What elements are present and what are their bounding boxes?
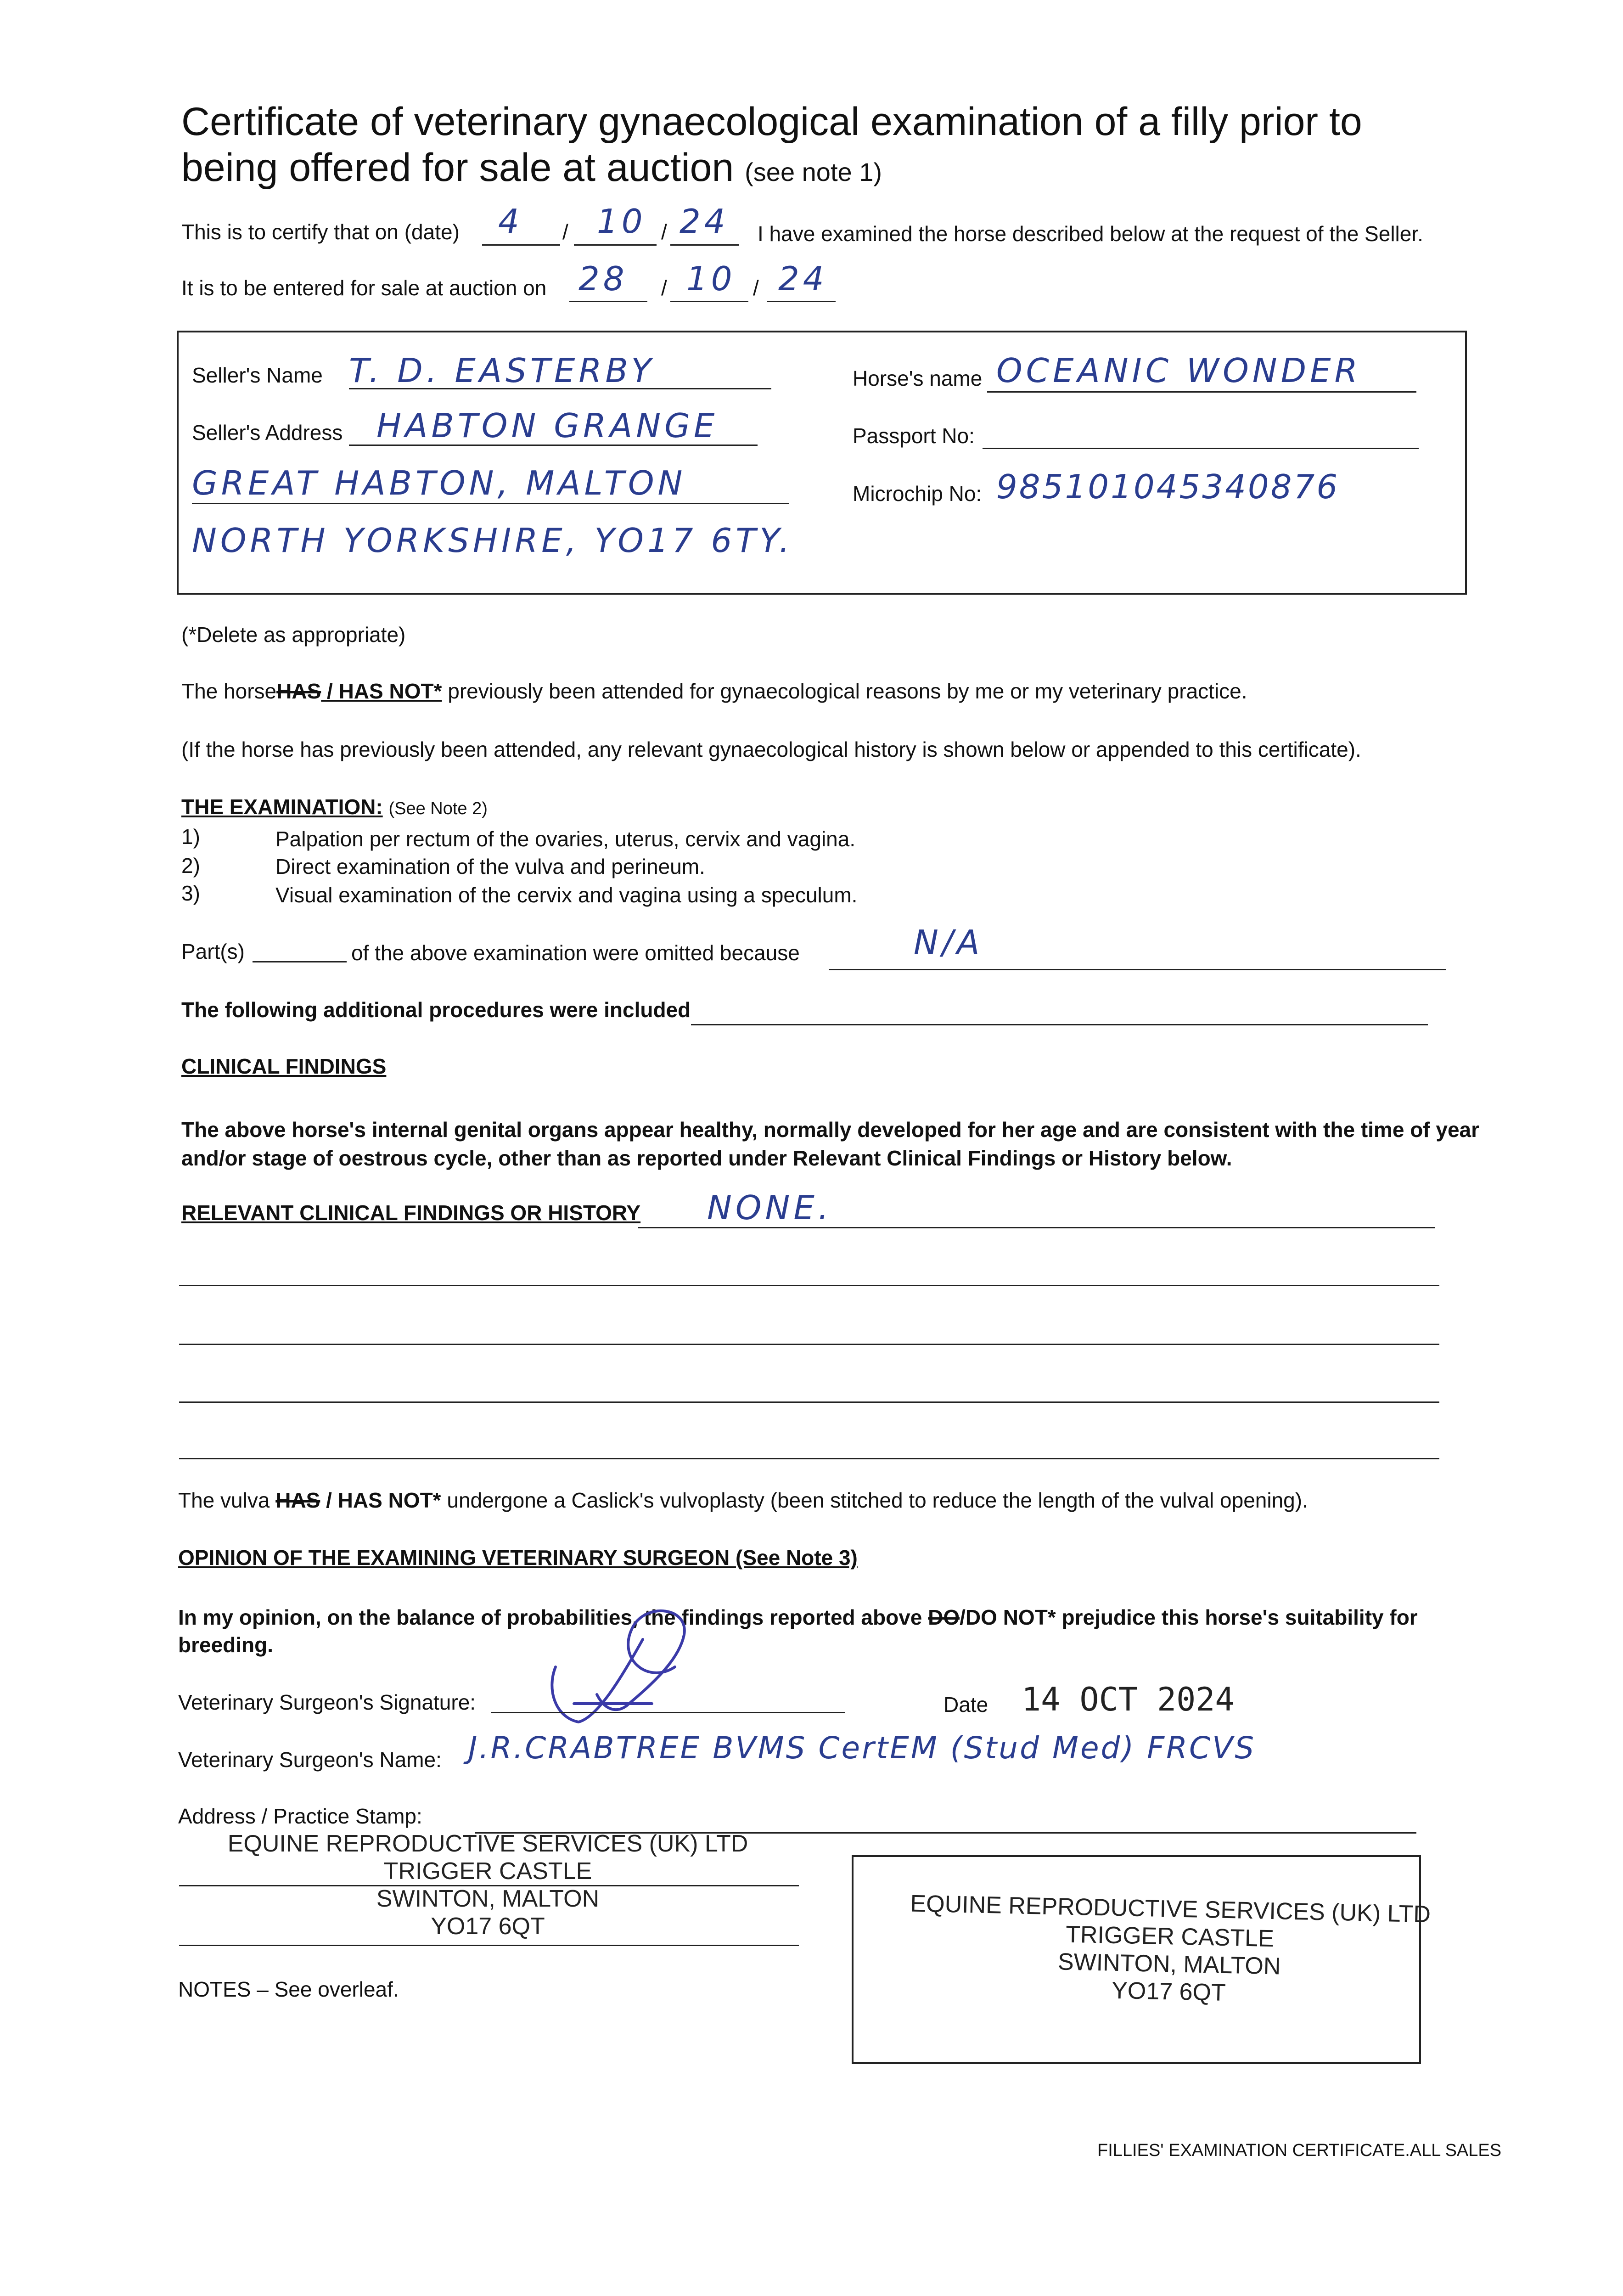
- attended-prefix: The horse: [181, 679, 277, 703]
- examination-heading: [181, 794, 488, 819]
- horse-name-label: Horse's name: [853, 366, 983, 390]
- certify-prefix: This is to certify that on (date): [181, 220, 460, 244]
- exam-item-2-num: 2): [181, 854, 200, 878]
- auction-month: 10: [686, 259, 736, 298]
- exam-item-1-text: Palpation per rectum of the ovaries, uterus, cervix and vagina.: [275, 827, 856, 851]
- omitted-middle: of the above examination were omitted because: [351, 941, 800, 965]
- address-line-4: YO17 6QT: [431, 1913, 545, 1940]
- auction-prefix: It is to be entered for sale at auction on: [181, 276, 547, 300]
- notes: NOTES – See overleaf.: [178, 1977, 399, 2001]
- vulva-has-not: / HAS NOT*: [320, 1488, 441, 1512]
- attended-has-not: / HAS NOT*: [321, 679, 442, 703]
- auction-sep-2: /: [753, 276, 759, 300]
- title-note: (see note 1): [745, 158, 882, 186]
- exam-item-3-text: Visual examination of the cervix and vagina using a speculum.: [275, 883, 858, 907]
- stamp-text: [898, 1890, 1442, 2011]
- vet-name-label: Veterinary Surgeon's Name:: [178, 1748, 442, 1772]
- title-line-2-text: being offered for sale at auction: [181, 146, 734, 190]
- stamp-line-2: TRIGGER CASTLE: [1065, 1921, 1275, 1953]
- certify-year: 24: [680, 202, 729, 241]
- microchip-value: 985101045340876: [996, 467, 1340, 506]
- signature-date: 14 OCT 2024: [1022, 1681, 1235, 1718]
- title-line-2: [181, 145, 882, 195]
- attended-line: [181, 679, 1247, 703]
- certify-sep-1: /: [562, 220, 568, 244]
- clinical-heading: CLINICAL FINDINGS: [181, 1054, 387, 1078]
- opinion-do: DO: [928, 1605, 960, 1629]
- stamp-line-1: EQUINE REPRODUCTIVE SERVICES (UK) LTD: [910, 1890, 1431, 1928]
- relevant-label: RELEVANT CLINICAL FINDINGS OR HISTORY: [181, 1201, 641, 1225]
- title-line-1: Certificate of veterinary gynaecological examination of a filly prior to: [181, 100, 1362, 144]
- address-line-2: TRIGGER CASTLE: [383, 1858, 592, 1885]
- stamp-line-4: YO17 6QT: [1111, 1977, 1226, 2006]
- relevant-value: NONE.: [707, 1188, 832, 1227]
- clinical-text-1: The above horse's internal genital organs appear healthy, normally developed for her age and are consistent with the time of year: [181, 1118, 1480, 1142]
- auction-sep-1: /: [661, 276, 667, 300]
- vulva-line: [178, 1488, 1308, 1513]
- delete-note: (*Delete as appropriate): [181, 623, 406, 647]
- certify-month: 10: [597, 202, 646, 241]
- address-line-3: SWINTON, MALTON: [376, 1885, 600, 1912]
- certify-day: 4: [498, 202, 523, 241]
- exam-item-2-text: Direct examination of the vulva and perineum.: [275, 855, 705, 878]
- passport-label: Passport No:: [853, 424, 975, 448]
- omitted-prefix: Part(s): [181, 940, 245, 963]
- opinion-heading: OPINION OF THE EXAMINING VETERINARY SURGEON (See Note 3): [178, 1546, 858, 1570]
- additional-label: The following additional procedures were included: [181, 998, 691, 1022]
- stamp-line-3: SWINTON, MALTON: [1057, 1948, 1281, 1980]
- address-label: Address / Practice Stamp:: [178, 1804, 422, 1828]
- exam-item-3-num: 3): [181, 881, 200, 905]
- certify-suffix: I have examined the horse described below at the request of the Seller.: [758, 222, 1423, 246]
- examination-heading-note: (See Note 2): [388, 799, 488, 818]
- history-note: (If the horse has previously been attended, any relevant gynaecological history is shown below or appended to this certificate).: [181, 737, 1361, 761]
- footer: FILLIES' EXAMINATION CERTIFICATE.ALL SALES: [1097, 2141, 1502, 2160]
- auction-day: 28: [578, 259, 628, 298]
- seller-address-3: NORTH YORKSHIRE, YO17 6TY.: [192, 521, 793, 560]
- horse-name: OCEANIC WONDER: [996, 351, 1361, 390]
- vet-name: J.R.CRABTREE BVMS CertEM (Stud Med) FRCVS: [468, 1730, 1256, 1766]
- seller-name: T. D. EASTERBY: [349, 351, 655, 390]
- seller-address-label: Seller's Address: [192, 421, 343, 445]
- omitted-value: N/A: [914, 923, 983, 962]
- vulva-suffix: undergone a Caslick's vulvoplasty (been stitched to reduce the length of the vulval opening).: [447, 1488, 1308, 1512]
- vulva-has: HAS: [275, 1488, 320, 1512]
- date-label: Date: [943, 1693, 988, 1716]
- microchip-label: Microchip No:: [853, 482, 982, 506]
- address-line-1: EQUINE REPRODUCTIVE SERVICES (UK) LTD: [227, 1830, 748, 1857]
- seller-address-1: HABTON GRANGE: [376, 406, 719, 445]
- opinion-text-1a: In my opinion, on the balance of probabilities, the findings reported above: [178, 1605, 928, 1629]
- certify-sep-2: /: [661, 220, 667, 244]
- attended-has: HAS: [276, 679, 321, 703]
- seller-name-label: Seller's Name: [192, 363, 323, 387]
- exam-item-1-num: 1): [181, 825, 200, 849]
- signature-label: Veterinary Surgeon's Signature:: [178, 1690, 476, 1714]
- opinion-text-1b: /DO NOT* prejudice this horse's suitability for: [960, 1605, 1418, 1629]
- opinion-text-1: [178, 1605, 1418, 1630]
- examination-heading-text: THE EXAMINATION:: [181, 795, 383, 819]
- auction-year: 24: [778, 259, 828, 298]
- signature-mark: [528, 1598, 721, 1736]
- attended-suffix: previously been attended for gynaecological reasons by me or my veterinary practice.: [448, 679, 1247, 703]
- seller-address-2: GREAT HABTON, MALTON: [192, 464, 686, 502]
- vulva-prefix: The vulva: [178, 1488, 270, 1512]
- opinion-text-2: breeding.: [178, 1633, 274, 1657]
- clinical-text-2: and/or stage of oestrous cycle, other than as reported under Relevant Clinical Findings or History below.: [181, 1146, 1232, 1170]
